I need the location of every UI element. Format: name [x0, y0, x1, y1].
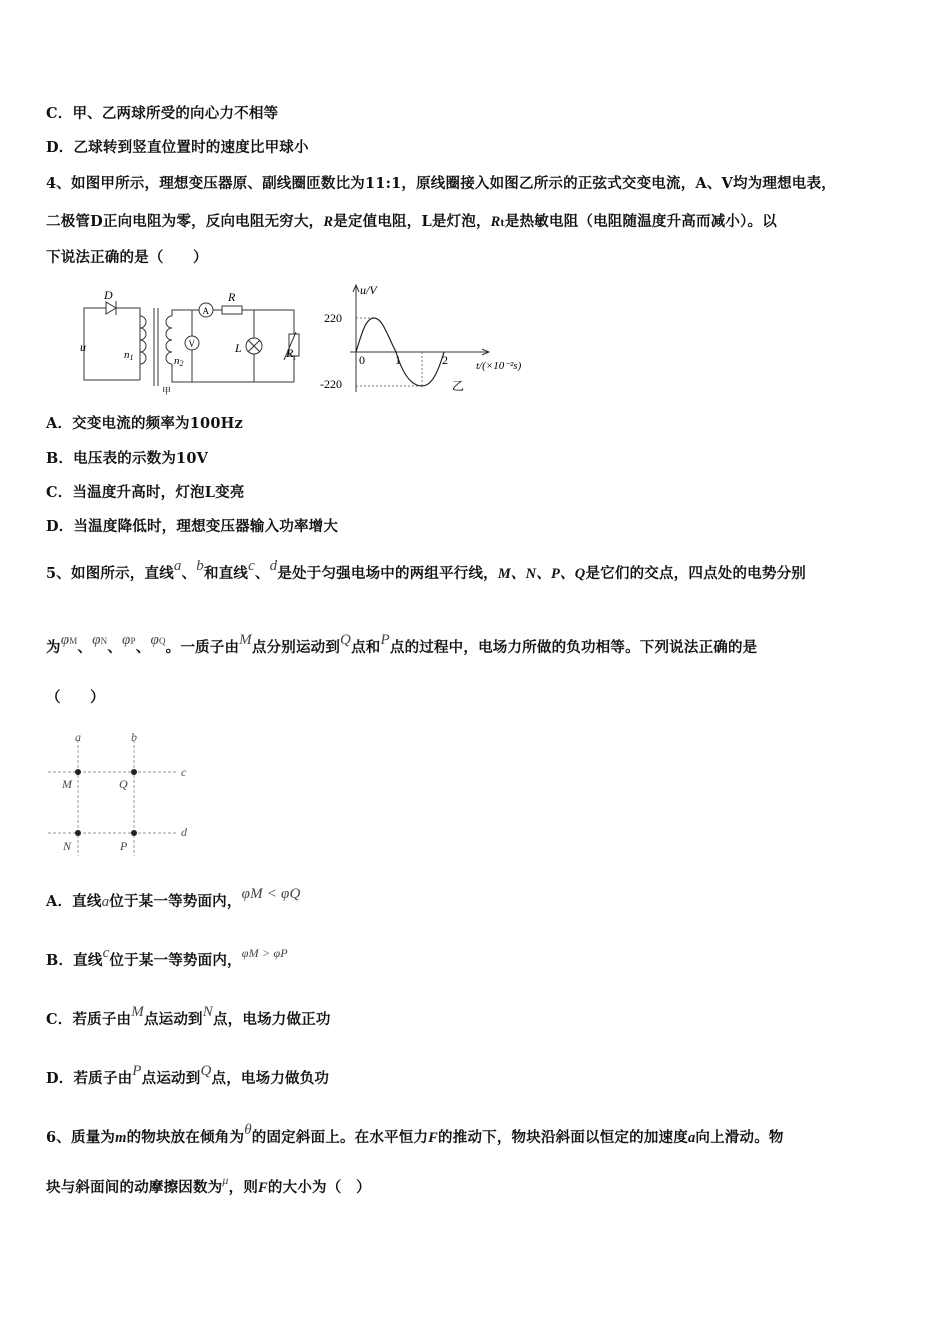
- q4-stem-line3: 下说法正确的是（ ）: [46, 249, 208, 266]
- q4-option-c: C．当温度升高时，灯泡L变亮: [46, 484, 245, 501]
- y-tick-220: 220: [324, 311, 342, 325]
- y-axis-label: u/V: [360, 283, 377, 297]
- wave-caption: 乙: [452, 379, 465, 393]
- q5-option-b: B．直线c位于某一等势面内，$^{\varphi M > \varphi P}$: [46, 945, 288, 969]
- grid-label-a: a: [75, 730, 81, 744]
- q4-stem-line2: 二极管D正向电阻为零，反向电阻无穷大，R是定值电阻，L是灯泡，Rt是热敏电阻（电阻随温度升高而减小）。以: [46, 213, 777, 230]
- resistor-label: R: [228, 290, 236, 304]
- q5-option-d: D．若质子由P点运动到Q点，电场力做负功: [46, 1063, 330, 1087]
- circuit-diagram: [74, 286, 310, 398]
- n1-label: n1: [124, 349, 134, 362]
- grid-label-M: M: [62, 777, 72, 791]
- grid-label-P: P: [120, 839, 128, 853]
- q4-option-b: B．电压表的示数为10V: [46, 450, 209, 467]
- q4-option-d: D．当温度降低时，理想变压器输入功率增大: [46, 518, 339, 535]
- parallel-lines-diagram: [44, 728, 204, 858]
- q3-option-c: C．甲、乙两球所受的向心力不相等: [46, 105, 279, 122]
- circuit-caption: 甲: [162, 386, 172, 396]
- q4-stem-line1: 4、如图甲所示，理想变压器原、副线圈匝数比为11:1，原线圈接入如图乙所示的正弦式交变电流，A、V均为理想电表，: [46, 175, 836, 192]
- ammeter-label: A: [202, 306, 209, 316]
- source-label: u: [80, 340, 86, 354]
- q5-option-a: A．直线a位于某一等势面内，φM < φQ: [46, 886, 301, 910]
- q6-stem-line2: 块与斜面间的动摩擦因数为$^\mu$，则F的大小为（ ）: [46, 1173, 371, 1196]
- sine-wave-graph: [318, 280, 538, 398]
- grid-label-Q: Q: [119, 777, 128, 791]
- q5-stem-line1: 5、如图所示，直线a、b和直线c、d是处于匀强电场中的两组平行线，M、N、P、Q是它们的交点，四点处的电势分别: [46, 558, 806, 582]
- x-tick-0: 0: [359, 353, 365, 367]
- diode-label: D: [104, 288, 113, 302]
- lamp-label: L: [235, 341, 242, 355]
- q5-stem-line3: （ ）: [46, 689, 105, 706]
- n2-label: n2: [174, 355, 184, 368]
- x-tick-1: 1: [395, 353, 401, 367]
- x-tick-2: 2: [442, 353, 448, 367]
- voltmeter-label: V: [188, 339, 195, 349]
- y-tick-neg220: -220: [320, 377, 342, 391]
- q4-option-a: A．交变电流的频率为100Hz: [46, 415, 243, 432]
- grid-label-N: N: [63, 839, 72, 853]
- grid-label-d: d: [181, 825, 187, 839]
- thermistor-label: $R_t$: [286, 346, 296, 362]
- q3-option-d: D．乙球转到竖直位置时的速度比甲球小: [46, 139, 309, 156]
- grid-label-b: b: [131, 730, 137, 744]
- q5-option-c: C．若质子由M点运动到N点，电场力做正功: [46, 1004, 331, 1028]
- x-axis-label: t/(×10⁻²s): [476, 360, 522, 372]
- q5-stem-line2: 为$\varphi^M$、$\varphi^N$、$\varphi^P$、$\varphi^Q$。一质子由M点分别运动到Q点和P点的过程中，电场力所做的负功相等。下列说法正确的是: [46, 632, 758, 656]
- q6-stem-line1: 6、质量为m的物块放在倾角为θ的固定斜面上。在水平恒力F的推动下，物块沿斜面以恒定的加速度a向上滑动。物: [46, 1122, 784, 1146]
- grid-label-c: c: [181, 765, 187, 779]
